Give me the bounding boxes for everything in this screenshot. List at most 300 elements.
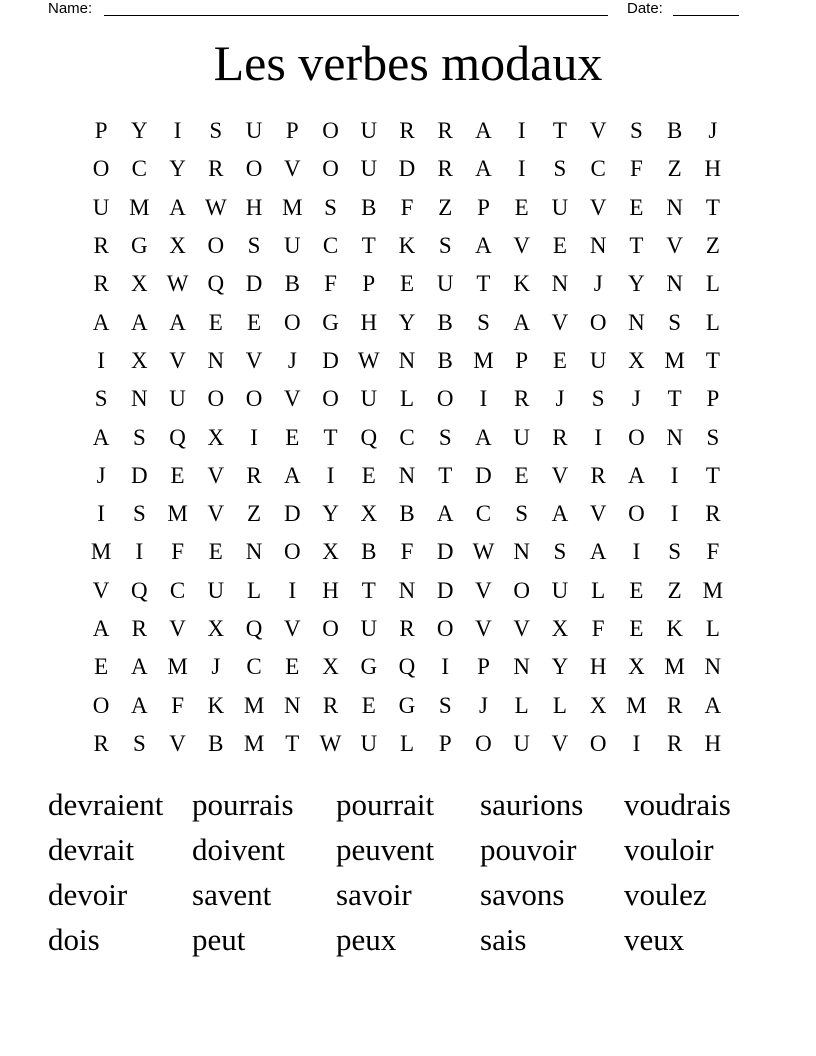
grid-letter[interactable]: F [324,271,337,297]
grid-letter[interactable]: S [438,424,452,450]
grid-letter[interactable]: K [398,233,416,259]
grid-letter[interactable]: D [245,271,263,297]
grid-letter[interactable]: V [475,616,492,641]
grid-letter[interactable]: E [361,692,376,718]
grid-letter[interactable]: O [322,386,339,412]
grid-letter[interactable]: O [207,386,225,412]
grid-letter[interactable]: V [207,462,225,488]
grid-letter[interactable]: D [283,501,301,527]
grid-letter[interactable]: E [629,194,644,220]
word-bank-item: peut [192,922,246,957]
grid-letter[interactable]: H [245,194,263,220]
grid-letter[interactable]: U [513,730,530,756]
grid-letter[interactable]: F [171,692,184,718]
grid-letter[interactable]: X [131,347,148,373]
grid-letter[interactable]: S [438,233,452,259]
grid-letter[interactable]: U [245,118,263,144]
grid-letter[interactable]: I [632,539,641,565]
grid-letter[interactable]: E [399,271,415,297]
grid-letter[interactable]: B [399,501,415,527]
grid-letter[interactable]: N [666,424,683,450]
grid-letter[interactable]: N [666,271,683,297]
grid-letter[interactable]: X [131,271,148,297]
grid-letter[interactable]: R [93,271,109,297]
grid-letter[interactable]: Y [628,271,645,297]
grid-letter[interactable]: Z [667,156,682,182]
grid-letter[interactable]: M [167,501,188,527]
grid-letter[interactable]: K [207,692,225,718]
grid-letter[interactable]: N [398,462,416,488]
grid-letter[interactable]: Z [247,501,262,527]
grid-letter[interactable]: J [287,347,297,373]
grid-letter[interactable]: P [515,347,529,373]
grid-letter[interactable]: G [360,654,378,680]
grid-letter[interactable]: L [705,309,720,335]
grid-letter[interactable]: B [437,347,453,373]
grid-letter[interactable]: U [589,347,607,373]
grid-letter[interactable]: M [129,194,150,220]
grid-letter[interactable]: J [631,386,641,412]
grid-letter[interactable]: S [94,386,108,412]
grid-letter[interactable]: E [285,424,300,450]
grid-letter[interactable]: A [551,501,569,527]
grid-letter[interactable]: V [207,501,225,527]
grid-letter[interactable]: I [479,386,488,412]
grid-letter[interactable]: A [92,309,110,335]
grid-letter[interactable]: V [169,347,186,373]
grid-letter[interactable]: I [250,424,258,450]
grid-letter[interactable]: C [322,233,339,259]
grid-letter[interactable]: D [131,462,148,488]
grid-letter[interactable]: O [245,386,263,412]
grid-letter[interactable]: X [551,616,569,641]
grid-letter[interactable]: O [283,539,301,565]
grid-letter[interactable]: S [477,309,490,335]
grid-letter[interactable]: U [92,194,110,220]
grid-letter[interactable]: V [589,194,607,220]
grid-letter[interactable]: E [629,616,644,641]
grid-letter[interactable]: N [589,233,607,259]
grid-letter[interactable]: U [360,616,378,641]
grid-letter[interactable]: O [475,730,492,756]
grid-letter[interactable]: J [555,386,565,412]
grid-letter[interactable]: U [207,577,225,603]
grid-letter[interactable]: A [436,501,454,527]
grid-letter[interactable]: T [285,730,300,756]
grid-letter[interactable]: T [629,233,644,259]
date-field-line[interactable] [673,15,739,16]
grid-letter[interactable]: R [514,386,530,412]
grid-letter[interactable]: Q [245,616,263,641]
grid-letter[interactable]: U [436,271,454,297]
grid-letter[interactable]: J [96,462,106,488]
grid-letter[interactable]: V [475,577,492,603]
grid-letter[interactable]: P [438,730,452,756]
grid-letter[interactable]: E [285,654,300,680]
grid-letter[interactable]: X [322,654,339,680]
word-bank-item: saurions [480,787,584,822]
grid-letter[interactable]: A [628,462,645,488]
grid-letter[interactable]: X [207,424,225,450]
grid-letter[interactable]: U [513,424,530,450]
grid-letter[interactable]: U [360,156,378,182]
grid-letter[interactable]: N [131,386,148,412]
grid-letter[interactable]: C [169,577,186,603]
grid-letter[interactable]: Q [360,424,378,450]
grid-letter[interactable]: I [97,347,105,373]
word-bank-item: savons [480,877,565,912]
grid-letter[interactable]: N [245,539,263,565]
grid-letter[interactable]: X [207,616,225,641]
grid-letter[interactable]: Y [551,654,569,680]
grid-letter[interactable]: N [513,654,530,680]
grid-letter[interactable]: I [326,462,335,488]
grid-letter[interactable]: F [171,539,184,565]
grid-letter[interactable]: R [399,616,415,641]
grid-letter[interactable]: E [552,233,567,259]
grid-letter[interactable]: S [630,118,643,144]
grid-letter[interactable]: S [438,692,452,718]
grid-letter[interactable]: B [208,730,224,756]
grid-letter[interactable]: G [131,233,148,259]
grid-letter[interactable]: A [513,309,530,335]
grid-letter[interactable]: U [360,730,378,756]
name-field-line[interactable] [104,15,608,16]
grid-letter[interactable]: B [437,309,453,335]
grid-letter[interactable]: E [552,347,567,373]
grid-letter[interactable]: E [247,309,262,335]
grid-letter[interactable]: N [513,539,530,565]
grid-letter[interactable]: S [706,424,720,450]
grid-letter[interactable]: N [551,271,569,297]
grid-letter[interactable]: E [514,194,529,220]
grid-letter[interactable]: W [472,539,495,565]
grid-letter[interactable]: E [361,462,376,488]
grid-letter[interactable]: V [245,347,263,373]
grid-letter[interactable]: O [436,616,454,641]
grid-letter[interactable]: O [436,386,454,412]
grid-letter[interactable]: A [131,654,148,680]
grid-letter[interactable]: O [628,424,645,450]
grid-letter[interactable]: Z [705,233,720,259]
grid-letter[interactable]: R [705,501,721,527]
grid-letter[interactable]: S [515,501,529,527]
grid-letter[interactable]: P [285,118,299,144]
grid-letter[interactable]: E [170,462,185,488]
grid-letter[interactable]: X [360,501,378,527]
grid-letter[interactable]: D [398,156,416,182]
grid-letter[interactable]: L [399,386,415,412]
grid-letter[interactable]: A [169,309,186,335]
grid-letter[interactable]: P [94,118,108,144]
grid-letter[interactable]: I [441,654,450,680]
grid-letter[interactable]: N [207,347,225,373]
grid-letter[interactable]: K [666,616,683,641]
grid-letter[interactable]: G [322,309,339,335]
grid-letter[interactable]: L [705,616,720,641]
grid-letter[interactable]: S [132,730,146,756]
grid-letter[interactable]: B [284,271,300,297]
grid-letter[interactable]: M [626,692,647,718]
grid-letter[interactable]: N [398,347,416,373]
grid-letter[interactable]: E [514,462,529,488]
grid-letter[interactable]: A [92,424,110,450]
grid-letter[interactable]: S [247,233,261,259]
grid-letter[interactable]: D [436,539,454,565]
grid-letter[interactable]: S [668,539,682,565]
word-bank-item: voudrais [624,787,731,822]
grid-letter[interactable]: A [169,194,186,220]
grid-letter[interactable]: Z [667,577,682,603]
grid-letter[interactable]: R [437,118,453,144]
grid-letter[interactable]: I [135,539,144,565]
grid-letter[interactable]: R [93,730,109,756]
grid-letter[interactable]: L [705,271,720,297]
grid-letter[interactable]: J [593,271,603,297]
grid-letter[interactable]: Y [169,156,186,182]
grid-letter[interactable]: X [322,539,339,565]
grid-letter[interactable]: B [361,194,377,220]
grid-letter[interactable]: J [478,692,488,718]
grid-letter[interactable]: R [666,692,683,718]
grid-letter[interactable]: W [319,730,342,756]
grid-letter[interactable]: W [204,194,227,220]
grid-letter[interactable]: U [169,386,186,412]
grid-letter[interactable]: O [589,309,607,335]
grid-letter[interactable]: H [360,309,378,335]
grid-letter[interactable]: U [551,577,569,603]
grid-letter[interactable]: R [131,616,148,641]
grid-letter[interactable]: S [668,309,682,335]
grid-letter[interactable]: V [92,577,110,603]
grid-letter[interactable]: S [553,156,567,182]
grid-letter[interactable]: T [667,386,682,412]
grid-letter[interactable]: O [283,309,301,335]
word-bank [48,782,768,962]
grid-letter[interactable]: U [551,194,569,220]
grid-letter[interactable]: A [475,156,492,182]
grid-letter[interactable]: Q [169,424,186,450]
grid-letter[interactable]: O [207,233,225,259]
grid-letter[interactable]: V [666,233,683,259]
grid-letter[interactable]: S [324,194,337,220]
grid-letter[interactable]: T [323,424,338,450]
grid-letter[interactable]: J [708,118,718,144]
grid-letter[interactable]: S [132,424,146,450]
grid-letter[interactable]: F [400,194,414,220]
grid-letter[interactable]: M [473,347,494,373]
grid-letter[interactable]: X [169,233,186,259]
grid-letter[interactable]: L [247,577,262,603]
grid-letter[interactable]: P [477,654,490,680]
grid-letter[interactable]: F [630,156,643,182]
grid-letter[interactable]: D [475,462,492,488]
grid-letter[interactable]: G [398,692,416,718]
grid-letter[interactable]: P [362,271,376,297]
grid-letter[interactable]: A [131,692,148,718]
grid-letter[interactable]: D [436,577,454,603]
grid-letter[interactable]: N [398,577,416,603]
grid-letter[interactable]: R [399,118,415,144]
grid-letter[interactable]: T [705,462,720,488]
grid-letter[interactable]: A [475,424,492,450]
grid-letter[interactable]: H [589,654,607,680]
grid-letter[interactable]: I [173,118,182,144]
grid-letter[interactable]: R [208,156,224,182]
grid-letter[interactable]: V [589,501,607,527]
grid-letter[interactable]: X [628,654,645,680]
grid-letter[interactable]: R [246,462,262,488]
grid-letter[interactable]: M [90,539,112,565]
grid-letter[interactable]: C [246,654,262,680]
grid-letter[interactable]: V [551,309,569,335]
grid-letter[interactable]: V [283,616,301,641]
grid-letter[interactable]: N [666,194,683,220]
grid-letter[interactable]: A [283,462,301,488]
grid-letter[interactable]: O [513,577,530,603]
grid-letter[interactable]: P [706,386,720,412]
grid-letter[interactable]: Q [207,271,225,297]
grid-letter[interactable]: C [131,156,148,182]
grid-letter[interactable]: L [514,692,529,718]
grid-letter[interactable]: O [322,616,339,641]
grid-letter[interactable]: T [361,233,376,259]
grid-letter[interactable]: N [704,654,722,680]
grid-letter[interactable]: O [92,156,110,182]
worksheet-header [48,0,740,20]
grid-letter[interactable]: V [589,118,607,144]
grid-letter[interactable]: I [517,156,526,182]
grid-letter[interactable]: O [628,501,645,527]
grid-letter[interactable]: P [477,194,490,220]
grid-letter[interactable]: V [283,156,301,182]
word-search-grid [82,112,732,763]
grid-letter[interactable]: Y [131,118,148,144]
grid-letter[interactable]: T [361,577,376,603]
grid-letter[interactable]: I [517,118,526,144]
grid-letter[interactable]: O [589,730,607,756]
grid-letter[interactable]: I [97,501,105,527]
grid-letter[interactable]: L [552,692,567,718]
grid-letter[interactable]: I [632,730,641,756]
grid-letter[interactable]: H [704,730,722,756]
grid-letter[interactable]: J [211,654,221,680]
grid-letter[interactable]: R [437,156,453,182]
grid-letter[interactable]: M [702,577,724,603]
page-title: Les verbes modaux [213,35,603,91]
grid-letter[interactable]: T [705,347,720,373]
grid-letter[interactable]: Q [131,577,148,603]
grid-letter[interactable]: R [322,692,339,718]
grid-letter[interactable]: M [664,654,685,680]
grid-letter[interactable]: C [399,424,415,450]
grid-letter[interactable]: A [475,233,492,259]
grid-letter[interactable]: M [167,654,188,680]
grid-letter[interactable]: X [589,692,607,718]
grid-letter[interactable]: V [169,616,186,641]
grid-letter[interactable]: A [131,309,148,335]
grid-letter[interactable]: Q [398,654,416,680]
grid-letter[interactable]: O [245,156,263,182]
grid-letter[interactable]: R [590,462,606,488]
grid-letter[interactable]: S [209,118,223,144]
grid-letter[interactable]: O [92,692,110,718]
grid-letter[interactable]: L [399,730,415,756]
grid-letter[interactable]: Y [322,501,339,527]
grid-letter[interactable]: N [628,309,645,335]
grid-letter[interactable]: H [322,577,339,603]
grid-letter[interactable]: V [513,616,530,641]
grid-letter[interactable]: V [283,386,301,412]
grid-letter[interactable]: M [664,347,685,373]
grid-letter[interactable]: Z [438,194,453,220]
grid-letter[interactable]: S [591,386,605,412]
grid-letter[interactable]: V [169,730,186,756]
grid-letter[interactable]: W [166,271,189,297]
grid-letter[interactable]: A [589,539,607,565]
grid-letter[interactable]: N [283,692,301,718]
grid-letter[interactable]: E [629,577,644,603]
grid-letter[interactable]: E [94,654,109,680]
grid-letter[interactable]: F [591,616,605,641]
grid-letter[interactable]: R [552,424,568,450]
grid-letter[interactable]: V [513,233,530,259]
grid-letter[interactable]: X [628,347,645,373]
grid-letter[interactable]: B [666,118,683,144]
grid-letter[interactable]: V [551,462,569,488]
grid-letter[interactable]: Y [398,309,416,335]
word-bank-item: devrait [48,832,135,867]
grid-letter[interactable]: R [93,233,109,259]
grid-letter[interactable]: H [704,156,722,182]
grid-letter[interactable]: F [706,539,720,565]
grid-letter[interactable]: E [208,309,223,335]
grid-letter[interactable]: F [400,539,414,565]
grid-letter[interactable]: L [591,577,606,603]
grid-letter[interactable]: D [322,347,339,373]
grid-letter[interactable]: C [475,501,492,527]
grid-letter[interactable]: K [513,271,530,297]
grid-letter[interactable]: E [208,539,223,565]
grid-letter[interactable]: O [322,156,339,182]
grid-letter[interactable]: A [704,692,722,718]
grid-letter[interactable]: T [552,118,567,144]
grid-letter[interactable]: T [438,462,453,488]
grid-letter[interactable]: I [288,577,297,603]
grid-letter[interactable]: T [476,271,491,297]
grid-letter[interactable]: M [243,730,265,756]
grid-letter[interactable]: I [594,424,602,450]
grid-letter[interactable]: U [283,233,301,259]
grid-letter[interactable]: S [132,501,146,527]
grid-letter[interactable]: M [282,194,303,220]
grid-letter[interactable]: M [243,692,265,718]
grid-letter[interactable]: I [670,501,679,527]
grid-letter[interactable]: O [322,118,339,144]
grid-letter[interactable]: R [666,730,683,756]
grid-letter[interactable]: W [357,347,380,373]
grid-letter[interactable]: U [360,386,378,412]
grid-letter[interactable]: S [553,539,567,565]
grid-letter[interactable]: U [360,118,378,144]
grid-letter[interactable]: C [590,156,606,182]
grid-letter[interactable]: B [361,539,377,565]
grid-letter[interactable]: T [705,194,720,220]
grid-letter[interactable]: V [551,730,569,756]
grid-letter[interactable]: I [670,462,679,488]
grid-letter[interactable]: A [475,118,492,144]
grid-letter[interactable]: A [92,616,110,641]
